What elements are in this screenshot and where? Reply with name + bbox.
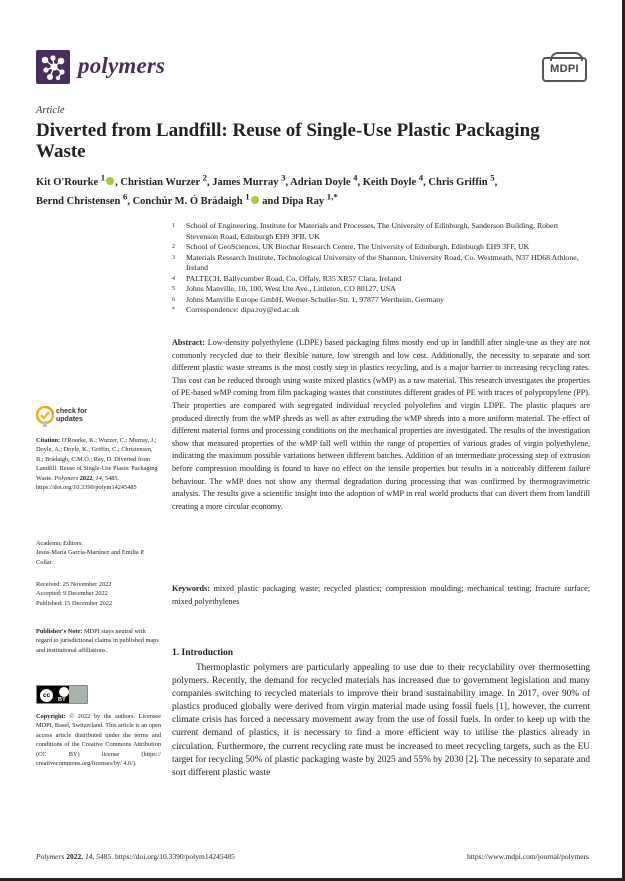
- check-updates-text: check for updates: [56, 408, 88, 423]
- author-item: Chris Griffin $^5$,: [428, 172, 498, 188]
- date-published: Published: 15 December 2022: [36, 599, 113, 607]
- citation: Citation: O'Rourke, K.; Wurzer, C.; Murray, J.; Doyle, A.; Doyle, K.; Griffin, C.; Christensen, B.; Brádaigh, C.M.Ó.; Ray, D. Diverted from Landfill: Reuse of Single-Use Plastic Packaging Waste. Polymers 2022, 14, 5485. https://doi.org/10.3390/polym14245485: [36, 437, 158, 492]
- abstract-text: Low-density polyethylene (LDPE) based packaging films mostly end up in landfill after single-use as they are not commonly recycled due to their flexible nature, low strength and low cost. Additionally, the necessity to separate and sort different plastic waste streams is the most costly step in plastics recycling, and is a major barrier to increasing recycling rates. This cost can be reduced through using waste mixed plastics (wMP) as a raw material. This research investigates the properties of PE-based wMP coming from film packaging wastes that constitutes different grades of PE with traces of polypropylene (PP). Their properties are compared with segregated individual recycled polyolefins and virgin LDPE. The plastic plaques are produced directly from the wMP shreds as well as after extruding the wMP shreds into a more uniform material. The effect of different material forms and processing conditions on the mechanical properties are investigated. The results of the investigation show that measured properties of the wMP fall well within the range of properties of various grades of virgin polyethylene, indicating the maximum possible variations between different batches. Addition of an intermediate processing step of extrusion before compression moulding is found to have no effect on the tensile properties but results in a noticeably different failure behaviour. The wMP does not show any thermal degradation during processing that was confirmed by thermogravimetric analysis. The results give a scientific insight into the adoption of wMP in real world products that can divert them from landfill creating a more circular economy.: [172, 338, 591, 511]
- publishers-note: Publisher's Note: MDPI stays neutral with regard to jurisdictional claims in published maps and institutional affiliations.: [36, 628, 159, 654]
- section-heading-introduction: 1. Introduction: [172, 648, 234, 658]
- publication-dates: [36, 580, 161, 608]
- affiliation-item: 6 Johns Manville Europe GmbH, Werner-Schuller-Str. 1, 97877 Wertheim, Germany: [172, 294, 444, 304]
- journal-name: polymers: [78, 53, 166, 78]
- keywords-text: mixed plastic packaging waste; recycled plastics; compression moulding; mechanical testing; fracture surface; mixed polyethylenes: [172, 584, 591, 606]
- author-item: Conchúr M. Ó Brádaigh $^1$ and: [132, 191, 282, 207]
- author-item: Dipa Ray $^{1,*}$: [281, 191, 338, 207]
- academic-editors: Academic Editors: Jesús-María García-Martínez and Emilia P. Collar: [36, 540, 145, 566]
- affiliation-item: 2 School of GeoSciences, UK Biochar Research Centre, The University of Edinburgh, Edinburgh EH9 3FF, UK: [172, 242, 530, 251]
- keywords: [172, 583, 590, 608]
- orcid-icon[interactable]: [251, 196, 259, 204]
- copyright-notice: Copyright: © 2022 by the authors. Licensee MDPI, Basel, Switzerland. This article is an open access article distributed under the terms and conditions of the Creative Commons Attribution (CC BY) license (https:// creativecommons.org/licenses/by/ 4.0/).: [36, 713, 162, 768]
- author-item: Bernd Christensen $^6$,: [36, 191, 133, 207]
- cc-by-license-icon[interactable]: cc BY: [36, 685, 88, 704]
- check-for-updates-button[interactable]: [36, 406, 116, 430]
- affiliation-item: 5 Johns Manville, 10, 100, West Ute Ave., Littleton, CO 80127, USA: [172, 284, 396, 293]
- author-item: James Murray $^3$,: [212, 172, 291, 188]
- author-list: [36, 170, 596, 209]
- introduction-text: Thermoplastic polymers are particularly appealing to use due to their recyclability over thermosetting polymers. Recently, the demand for recycled materials has increased due to government legislation and many companies switching to recycled materials to improve their brand sustainability image. In 2017, over 90% of plastics produced globally were derived from virgin material made using fossil fuels [1], however, the current climate crisis has forced a necessary movement away from the use of fossil fuels. In order to keep up with the current demand of plastics, it is necessary to find a more efficient way to utilise the plastics already in circulation. Furthermore, the current recycling rate must be increased to meet recycling targets, such as the EU target for recycling 50% of plastic packaging waste by 2025 and 55% by 2030 [2]. The necessity to separate and sort different plastic waste: [172, 663, 590, 778]
- date-received: Received: 25 November 2022: [36, 581, 112, 588]
- affiliation-list: [172, 221, 592, 316]
- article-title: Diverted from Landfill: Reuse of Single-Use Plastic Packaging Waste: [36, 120, 540, 162]
- author-item: Keith Doyle $^4$,: [362, 172, 429, 188]
- footer-journal-url[interactable]: https://www.mdpi.com/journal/polymers: [466, 852, 589, 861]
- publisher-logo-text: MDPI: [550, 63, 579, 75]
- affiliation-item: 3 Materials Research Institute, Technological University of the Shannon, University Road, Co. Westmeath, N37 HD68 Athlone, Ireland: [172, 252, 579, 272]
- article-type: Article: [36, 105, 65, 116]
- author-item: Kit O'Rourke $^1$ ,: [36, 172, 121, 188]
- abstract-label: Abstract:: [172, 338, 205, 347]
- affiliation-item: 4 PALTECH, Ballycumber Road, Co. Offaly, R35 XR57 Clara, Ireland: [172, 273, 402, 283]
- correspondence: * Correspondence: dipa.roy@ed.ac.uk: [172, 305, 300, 314]
- author-item: Adrian Doyle $^4$,: [290, 172, 363, 188]
- date-accepted: Accepted: 9 December 2022: [36, 590, 108, 598]
- keywords-label: Keywords:: [172, 584, 210, 593]
- molecule-logo-icon: [36, 50, 70, 84]
- abstract: [172, 337, 590, 513]
- check-updates-icon: [36, 406, 54, 428]
- publisher-logo: [542, 57, 587, 82]
- person-icon: [59, 687, 69, 697]
- author-item: Christian Wurzer $^2$,: [120, 172, 213, 188]
- affiliation-item: 1 School of Engineering, Institute for Materials and Processes, The University of Edinburgh, Sanderson Building, Robert Stevenson Road, Edinburgh EH9 3FB, UK: [172, 221, 559, 241]
- footer-citation: Polymers 2022, 14, 5485. https://doi.org/10.3390/polym14245485: [36, 852, 235, 861]
- orcid-icon[interactable]: [106, 177, 114, 185]
